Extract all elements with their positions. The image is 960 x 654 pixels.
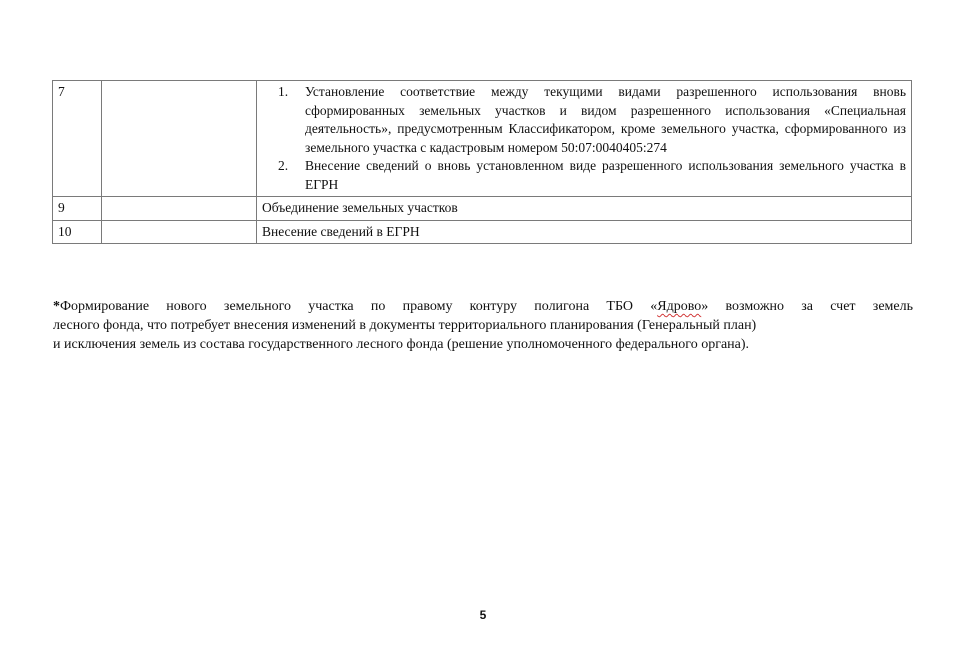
- footnote: [53, 297, 913, 354]
- row-number-cell: 9: [53, 197, 102, 221]
- table-row: [53, 197, 912, 221]
- footnote-text: Формирование нового земельного участка по правому контуру полигона ТБО «: [60, 299, 658, 314]
- spellcheck-flagged-word[interactable]: Ядрово: [657, 299, 702, 314]
- footnote-asterisk: *: [53, 299, 60, 314]
- list-marker: 2.: [278, 158, 289, 173]
- page-number: 5: [479, 608, 487, 622]
- measures-table: [52, 80, 912, 244]
- list-item-text: Установление соответствие между текущими видами разрешенного использования вновь сформированных земельных участков и видом разрешенного использования «Специальная деятельность», предусмотренным Классификатором, кроме земельного участка, сформированного из земельного участка с кадастровым номером 50:07:0040405:274: [305, 84, 906, 155]
- list-item: [278, 83, 906, 157]
- table-row: [53, 81, 912, 197]
- description-cell: Объединение земельных участков: [257, 197, 912, 221]
- table-row: [53, 220, 912, 244]
- footnote-line-1: [53, 297, 913, 316]
- empty-cell: [102, 220, 257, 244]
- empty-cell: [102, 197, 257, 221]
- description-cell: Внесение сведений в ЕГРН: [257, 220, 912, 244]
- footnote-line-2: лесного фонда, что потребует внесения изменений в документы территориального планирования (Генеральный план): [53, 318, 757, 333]
- steps-list: [262, 83, 906, 194]
- row-number-cell: 10: [53, 220, 102, 244]
- list-item-text: Внесение сведений о вновь установленном виде разрешенного использования земельного участка в ЕГРН: [305, 158, 906, 192]
- empty-cell: [102, 81, 257, 197]
- row-number-cell: 7: [53, 81, 102, 197]
- list-item: [278, 157, 906, 194]
- list-marker: 1.: [278, 84, 289, 99]
- description-cell: [257, 81, 912, 197]
- footnote-text: » возможно за счет земель: [701, 299, 913, 314]
- footnote-line-3: и исключения земель из состава государственного лесного фонда (решение уполномоченного федерального органа).: [53, 337, 750, 352]
